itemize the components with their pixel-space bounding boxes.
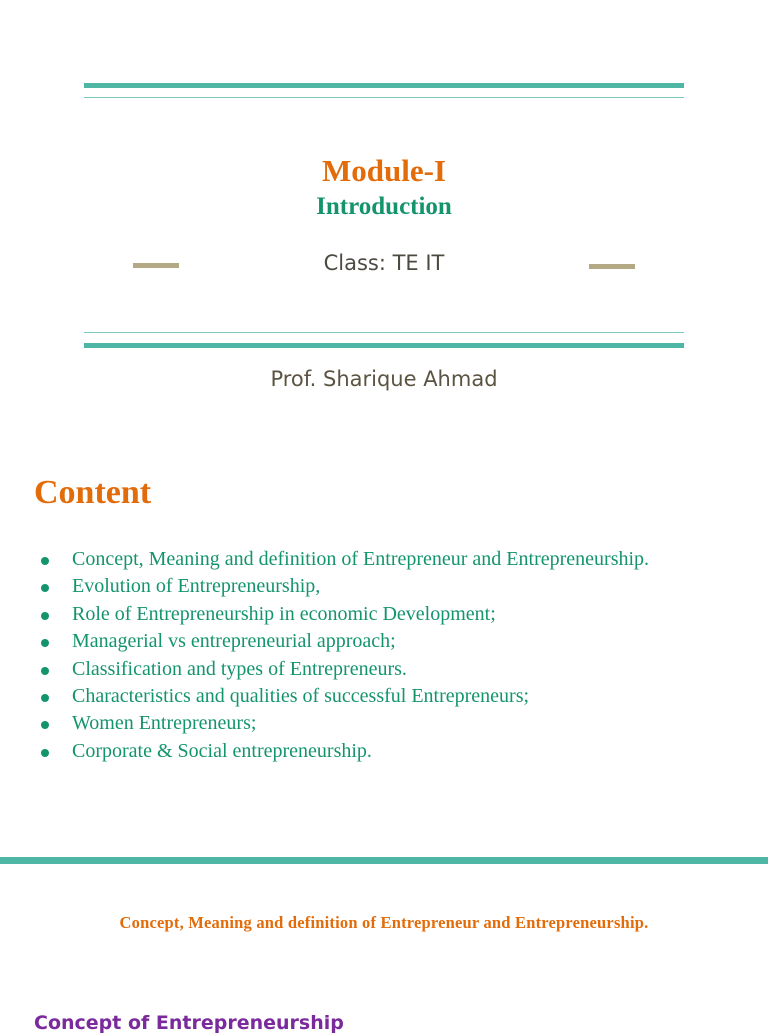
list-item [38, 683, 738, 710]
bottom-thin-rule [84, 332, 684, 333]
list-item [38, 573, 738, 600]
class-label: Class: TE IT [323, 251, 445, 275]
slide-divider [0, 857, 768, 864]
bottom-thick-rule [84, 343, 684, 348]
list-item-text: Managerial vs entrepreneurial approach; [72, 630, 396, 653]
cutoff-heading: Concept of Entrepreneurship [34, 1012, 344, 1034]
list-item [38, 546, 738, 573]
bullet-icon [41, 667, 49, 675]
bullet-icon [41, 694, 49, 702]
module-title: Module-I [322, 153, 446, 188]
list-item-text: Women Entrepreneurs; [72, 712, 257, 735]
content-heading: Content [34, 474, 152, 511]
content-list [38, 546, 738, 765]
list-item [38, 710, 738, 737]
professor-name: Prof. Sharique Ahmad [270, 367, 498, 391]
bullet-icon [41, 584, 49, 592]
list-item-text: Concept, Meaning and definition of Entrepreneur and Entrepreneurship. [72, 548, 650, 570]
bullet-icon [41, 557, 49, 565]
section-title: Concept, Meaning and definition of Entrepreneur and Entrepreneurship. [119, 913, 649, 932]
bullet-icon [41, 639, 49, 647]
list-item-text: Classification and types of Entrepreneurs. [72, 657, 407, 680]
list-item-text: Corporate & Social entrepreneurship. [72, 739, 372, 762]
module-subtitle: Introduction [316, 193, 452, 220]
bullet-icon [41, 721, 49, 729]
list-item-text: Characteristics and qualities of successful Entrepreneurs; [72, 685, 530, 708]
list-item-text: Role of Entrepreneurship in economic Development; [72, 602, 496, 625]
list-item [38, 656, 738, 683]
top-thin-rule [84, 97, 684, 98]
top-thick-rule [84, 83, 684, 88]
right-dash-decoration [589, 264, 635, 269]
bullet-icon [41, 749, 49, 757]
list-item [38, 738, 738, 765]
bullet-icon [41, 612, 49, 620]
list-item [38, 628, 738, 655]
list-item [38, 601, 738, 628]
list-item-text: Evolution of Entrepreneurship, [72, 575, 321, 598]
